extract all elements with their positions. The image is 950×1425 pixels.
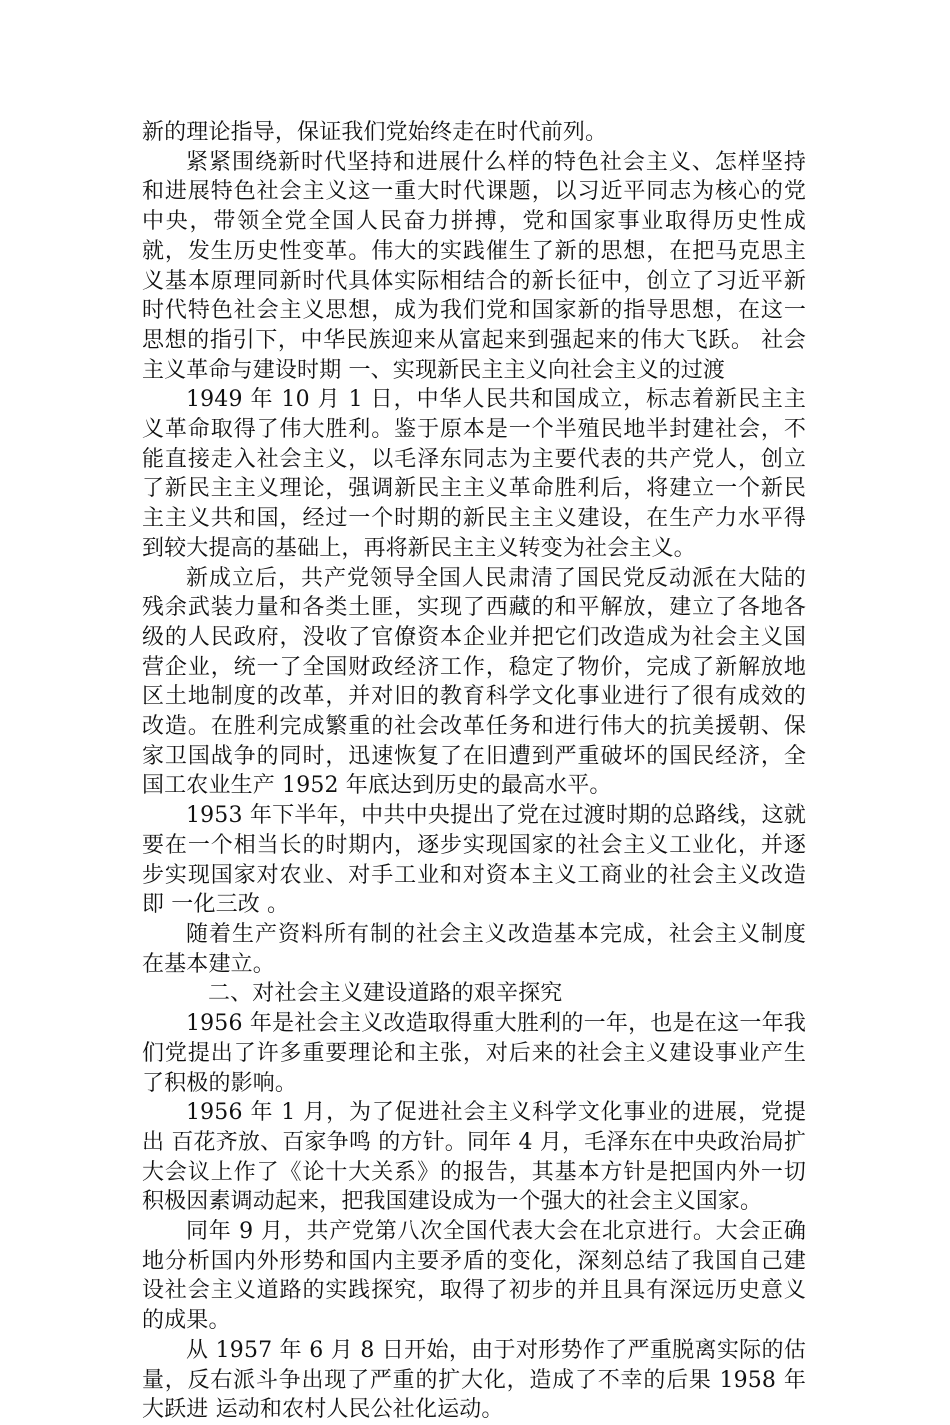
paragraph-founding-1949: 1949 年 10 月 1 日，中华人民共和国成立，标志着新民主主义革命取得了伟大胜利。鉴于原本是一个半殖民地半封建社会，不能直接走入社会主义，以毛泽东同志为主要代表的共产党人，创立了新民主主义理论，强调新民主主义革命胜利后，将建立一个新民主主义共和国，经过一个时期的新民主主义建设，在生产力水平得到较大提高的基础上，再将新民主主义转变为社会主义。 xyxy=(142,387,806,561)
paragraph-1957-anti-rightist: 从 1957 年 6 月 8 日开始，由于对形势作了严重脱离实际的估量，反右派斗争出现了严重的扩大化，造成了不幸的后果 1958 年大跃进 运动和农村人民公社化运动。 xyxy=(142,1337,806,1423)
paragraph-eighth-congress: 同年 9 月，共产党第八次全国代表大会在北京进行。大会正确地分析国内外形势和国内主要矛盾的变化，深刻总结了我国自己建设社会主义道路的实践探究，取得了初步的并且具有深远历史意义的成果。 xyxy=(142,1219,806,1334)
paragraph-continuation: 新的理论指导，保证我们党始终走在时代前列。 xyxy=(142,120,608,145)
paragraph-1956-victory: 1956 年是社会主义改造取得重大胜利的一年，也是在这一年我们党提出了许多重要理论和主张，对后来的社会主义建设事业产生了积极的影响。 xyxy=(142,1011,806,1096)
paragraph-after-founding: 新成立后，共产党领导全国人民肃清了国民党反动派在大陆的残余武装力量和各类土匪，实现了西藏的和平解放，建立了各地各级的人民政府，没收了官僚资本企业并把它们改造成为社会主义国营企业，统一了全国财政经济工作，稳定了物价，完成了新解放地区土地制度的改革，并对旧的教育科学文化事业进行了很有成效的改造。在胜利完成繁重的社会改革任务和进行伟大的抗美援朝、保家卫国战争的同时，迅速恢复了在旧遭到严重破坏的国民经济，全国工农业生产 1952 年底达到历史的最高水平。 xyxy=(142,565,806,799)
document-page xyxy=(142,118,806,1425)
paragraph-socialist-system: 随着生产资料所有制的社会主义改造基本完成，社会主义制度在基本建立。 xyxy=(142,921,806,977)
paragraph-new-era-thought: 紧紧围绕新时代坚持和进展什么样的特色社会主义、怎样坚持和进展特色社会主义这一重大时代课题，以习近平同志为核心的党中央，带领全党全国人民奋力拼搏，党和国家事业取得历史性成就，发生历史性变革。伟大的实践催生了新的思想，在把马克思主义基本原理同新时代具体实际相结合的新长征中，创立了习近平新时代特色社会主义思想，成为我们党和国家新的指导思想，在这一思想的指引下，中华民族迎来从富起来到强起来的伟大飞跃。 社会主义革命与建设时期 一、实现新民主主义向社会主义的过渡 xyxy=(142,149,806,383)
paragraph-general-line-1953: 1953 年下半年，中共中央提出了党在过渡时期的总路线，这就 要在一个相当长的时期内，逐步实现国家的社会主义工业化，并逐步实现国家对农业、对手工业和对资本主义工商业的社会主义改造 即 一化三改 。 xyxy=(142,803,806,918)
section-heading-exploration: 二、对社会主义建设道路的艰辛探究 xyxy=(208,981,563,1007)
paragraph-1956-january: 1956 年 1 月，为了促进社会主义科学文化事业的进展，党提出 百花齐放、百家争鸣 的方针。同年 4 月，毛泽东在中央政治局扩大会议上作了《论十大关系》的报告，其基本方针是把国内外一切积极因素调动起来，把我国建设成为一个强大的社会主义国家。 xyxy=(142,1100,806,1215)
